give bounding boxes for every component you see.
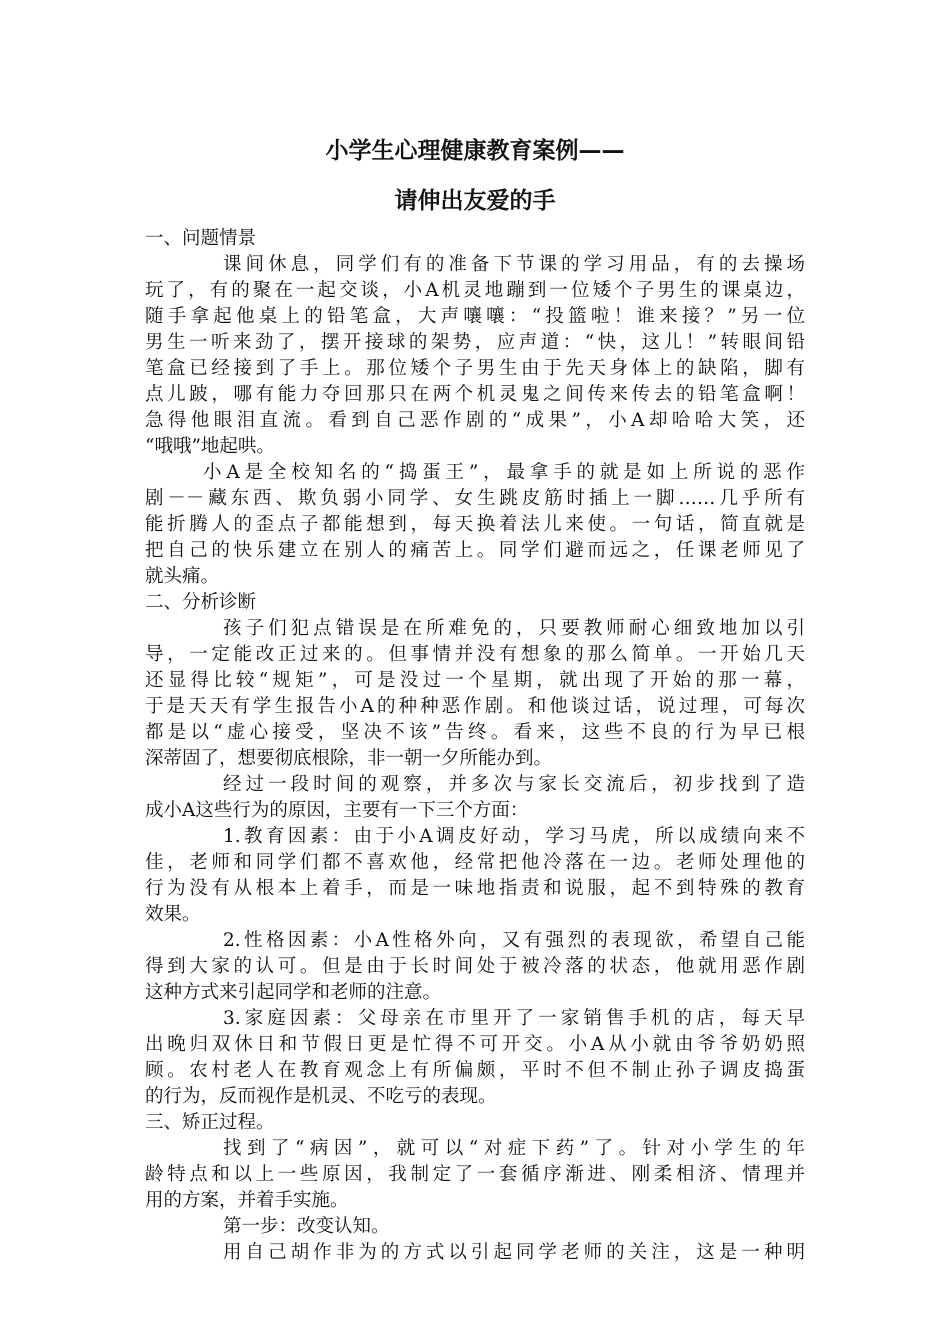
text-line: 男生一听来劲了，摆开接球的架势，应声道：“快，这儿！”转眼间铅 (145, 332, 805, 353)
text-line: 导，一定能改正过来的。但事情并没有想象的那么简单。一开始几天 (145, 644, 805, 665)
text-line: 效果。 (145, 904, 201, 925)
text-line: 都是以“虚心接受，坚决不该”告终。看来，这些不良的行为早已根 (145, 722, 805, 743)
text-line: 能折腾人的歪点子都能想到，每天换着法儿来使。一句话，简直就是 (145, 514, 805, 535)
text-line: 经过一段时间的观察，并多次与家长交流后，初步找到了造 (223, 774, 805, 795)
text-line: 小A是全校知名的“捣蛋王”，最拿手的就是如上所说的恶作 (203, 462, 805, 483)
text-line: 用自己胡作非为的方式以引起同学老师的关注，这是一种明 (223, 1242, 805, 1263)
text-line: 行为没有从根本上着手，而是一味地指责和说服，起不到特殊的教育 (145, 878, 805, 899)
text-line: 笔盒已经接到了手上。那位矮个子男生由于先天身体上的缺陷，脚有 (145, 358, 805, 379)
text-line: 第一步：改变认知。 (223, 1216, 390, 1237)
text-line: 出晚归双休日和节假日更是忙得不可开交。小A从小就由爷爷奶奶照 (145, 1034, 805, 1055)
text-line: 三、矫正过程。 (145, 1112, 275, 1133)
text-line: 一、问题情景 (145, 228, 257, 249)
text-line: 于是天天有学生报告小A的种种恶作剧。和他谈过话，说过理，可每次 (145, 696, 805, 717)
text-line: 3.家庭因素：父母亲在市里开了一家销售手机的店，每天早 (223, 1008, 805, 1029)
text-line: 急得他眼泪直流。看到自己恶作剧的“成果”，小A却哈哈大笑，还 (145, 410, 805, 431)
text-line: 玩了，有的聚在一起交谈，小A机灵地蹦到一位矮个子男生的课桌边， (145, 280, 805, 301)
text-line: “哦哦”地起哄。 (145, 436, 275, 457)
text-line: 这种方式来引起同学和老师的注意。 (145, 982, 442, 1003)
document-subtitle: 请伸出友爱的手 (394, 188, 556, 214)
text-line: 成小A这些行为的原因，主要有一下三个方面： (145, 800, 529, 821)
text-line: 深蒂固了，想要彻底根除，非一朝一夕所能办到。 (145, 748, 553, 769)
text-line: 点儿跛，哪有能力夺回那只在两个机灵鬼之间传来传去的铅笔盒啊！ (145, 384, 805, 405)
text-line: 随手拿起他桌上的铅笔盒，大声嚷嚷：“投篮啦！谁来接？”另一位 (145, 306, 805, 327)
text-line: 剧－－藏东西、欺负弱小同学、女生跳皮筋时插上一脚……几乎所有 (145, 488, 805, 509)
text-line: 孩子们犯点错误是在所难免的，只要教师耐心细致地加以引 (223, 618, 805, 639)
text-line: 还显得比较“规矩”，可是没过一个星期，就出现了开始的那一幕， (145, 670, 805, 691)
text-line: 顾。农村老人在教育观念上有所偏颇，平时不但不制止孙子调皮捣蛋 (145, 1060, 805, 1081)
text-line: 佳，老师和同学们都不喜欢他，经常把他冷落在一边。老师处理他的 (145, 852, 805, 873)
document-title: 小学生心理健康教育案例—— (325, 138, 625, 164)
document-body (145, 226, 805, 1266)
text-line: 的行为，反而视作是机灵、不吃亏的表现。 (145, 1086, 497, 1107)
text-line: 2.性格因素：小A性格外向，又有强烈的表现欲，希望自己能 (223, 930, 805, 951)
text-line: 龄特点和以上一些原因，我制定了一套循序渐进、刚柔相济、情理并 (145, 1164, 805, 1185)
text-line: 二、分析诊断 (145, 592, 257, 613)
text-line: 就头痛。 (145, 566, 220, 587)
text-line: 1.教育因素：由于小A调皮好动，学习马虎，所以成绩向来不 (223, 826, 805, 847)
text-line: 课间休息，同学们有的准备下节课的学习用品，有的去操场 (223, 254, 805, 275)
text-line: 把自己的快乐建立在别人的痛苦上。同学们避而远之，任课老师见了 (145, 540, 805, 561)
text-line: 得到大家的认可。但是由于长时间处于被冷落的状态，他就用恶作剧 (145, 956, 805, 977)
text-line: 找到了“病因”，就可以“对症下药”了。针对小学生的年 (223, 1138, 805, 1159)
text-line: 用的方案，并着手实施。 (145, 1190, 349, 1211)
